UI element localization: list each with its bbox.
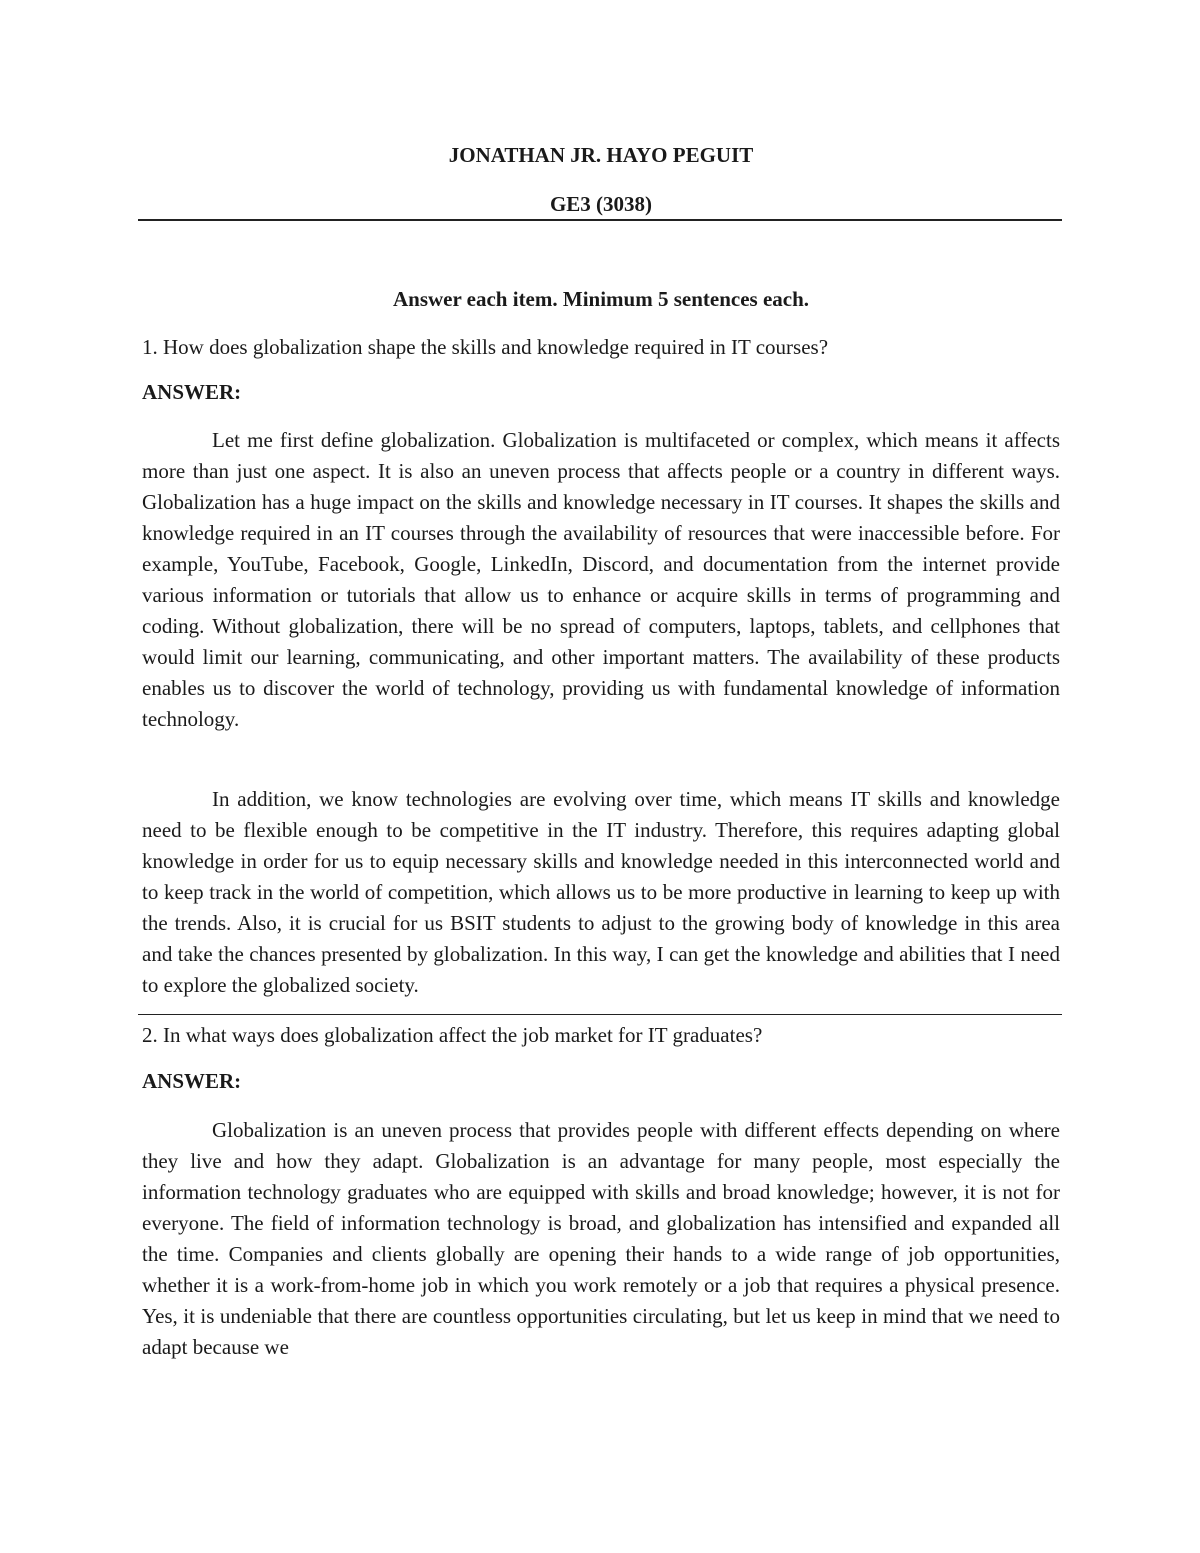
header-divider [138,219,1062,221]
answer-label-2: ANSWER: [142,1069,242,1093]
answer-2-paragraph-1: Globalization is an uneven process that provides people with different effects depending on where they live and how they adapt. Globalization is an advantage for many people, most especially the information technology graduates who are equipped with skills and broad knowledge; however, it is not for everyone. The field of information technology is broad, and globalization has intensified and expanded all the time. Companies and clients globally are opening their hands to a wide range of job opportunities, whether it is a work-from-home job in which you work remotely or a job that requires a physical presence. Yes, it is undeniable that there are countless opportunities circulating, but let us keep in mind that we need to adapt because we [142,1118,1060,1359]
answer-label-1: ANSWER: [142,380,242,404]
answer-1-paragraph-2: In addition, we know technologies are evolving over time, which means IT skills and knowledge need to be flexible enough to be competitive in the IT industry. Therefore, this requires adapting global knowledge in order for us to equip necessary skills and knowledge needed in this interconnected world and to keep track in the world of competition, which allows us to be more productive in learning to keep up with the trends. Also, it is crucial for us BSIT students to adjust to the growing body of knowledge in this area and take the chances presented by globalization. In this way, I can get the knowledge and abilities that I need to explore the globalized society. [142,787,1060,997]
question-1: 1. How does globalization shape the skills and knowledge required in IT courses? [142,335,829,359]
instruction-heading: Answer each item. Minimum 5 sentences each. [392,287,810,311]
answer-1-paragraph-1: Let me first define globalization. Globalization is multifaceted or complex, which means it affects more than just one aspect. It is also an uneven process that affects people or a country in different ways. Globalization has a huge impact on the skills and knowledge necessary in IT courses. It shapes the skills and knowledge required in an IT courses through the availability of resources that were inaccessible before. For example, YouTube, Facebook, Google, LinkedIn, Discord, and documentation from the internet provide various information or tutorials that allow us to enhance or acquire skills in terms of programming and coding. Without globalization, there will be no spread of computers, laptops, tablets, and cellphones that would limit our learning, communicating, and other important matters. The availability of these products enables us to discover the world of technology, providing us with fundamental knowledge of information technology. [142,428,1060,731]
author-name: JONATHAN JR. HAYO PEGUIT [448,143,754,167]
course-code: GE3 (3038) [549,192,653,216]
question-2: 2. In what ways does globalization affect the job market for IT graduates? [142,1023,763,1047]
section-divider [138,1014,1062,1015]
